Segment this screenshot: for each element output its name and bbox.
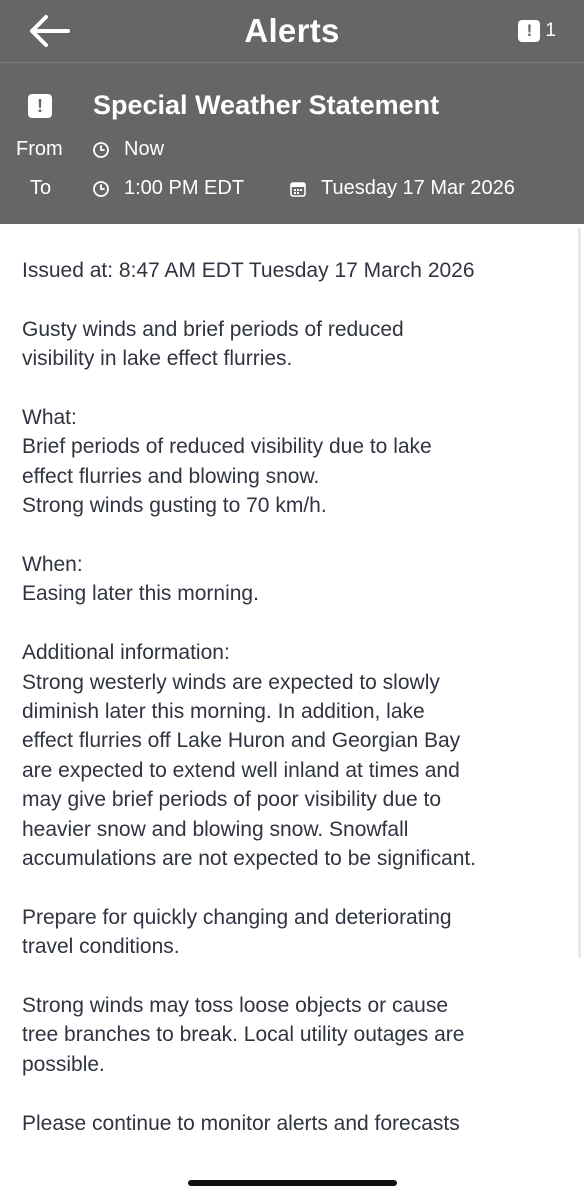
alert-title: Special Weather Statement (93, 90, 440, 120)
alert-details (22, 256, 567, 1167)
from-time: Now (124, 138, 165, 160)
what-heading: What: (22, 406, 77, 429)
when-section: When: Easing later this morning. (22, 550, 567, 609)
alert-count-badge: 1 (545, 20, 556, 41)
additional-info-section: Additional information: Strong westerly winds are expected to slowly diminish later this morning. In addition, lake effect flurries off Lake Huron and Georgian Bay are expected to extend well inland at times and may give brief periods of poor visibility due to heavier snow and blowing snow. Snowfall accumulations are not expected to be significant. (22, 638, 567, 873)
clock-icon (92, 180, 110, 198)
home-indicator[interactable] (188, 1180, 397, 1186)
monitor-text: Please continue to monitor alerts and forecasts (22, 1111, 460, 1135)
exclamation-icon: ! (28, 94, 52, 118)
clock-icon (92, 141, 110, 159)
what-section: What: Brief periods of reduced visibility due to lake effect flurries and blowing snow. Strong winds gusting to 70 km/h. (22, 403, 567, 521)
to-label: To (30, 177, 52, 199)
alerts-count-button[interactable] (518, 18, 556, 44)
alert-title-row (0, 86, 584, 126)
page-title: Alerts (244, 12, 340, 49)
issued-text: Issued at: 8:47 AM EDT Tuesday 17 March 2026 (22, 259, 475, 282)
when-heading: When: (22, 553, 83, 577)
from-label: From (16, 138, 63, 160)
prepare-text: Prepare for quickly changing and deteriorating travel conditions. (22, 905, 452, 959)
summary-text: Gusty winds and brief periods of reduced visibility in lake effect flurries. (22, 317, 404, 371)
exclamation-icon: ! (518, 20, 540, 42)
scrollbar[interactable] (578, 228, 581, 958)
winds-text: Strong winds may toss loose objects or cause tree branches to break. Local utility outages are possible. (22, 994, 465, 1076)
calendar-icon (289, 180, 307, 198)
to-time: 1:00 PM EDT (124, 177, 245, 199)
additional-heading: Additional information: (22, 641, 230, 665)
to-date: Tuesday 17 Mar 2026 (321, 177, 515, 199)
top-navigation-bar (0, 0, 584, 63)
alerts-header (0, 0, 584, 224)
